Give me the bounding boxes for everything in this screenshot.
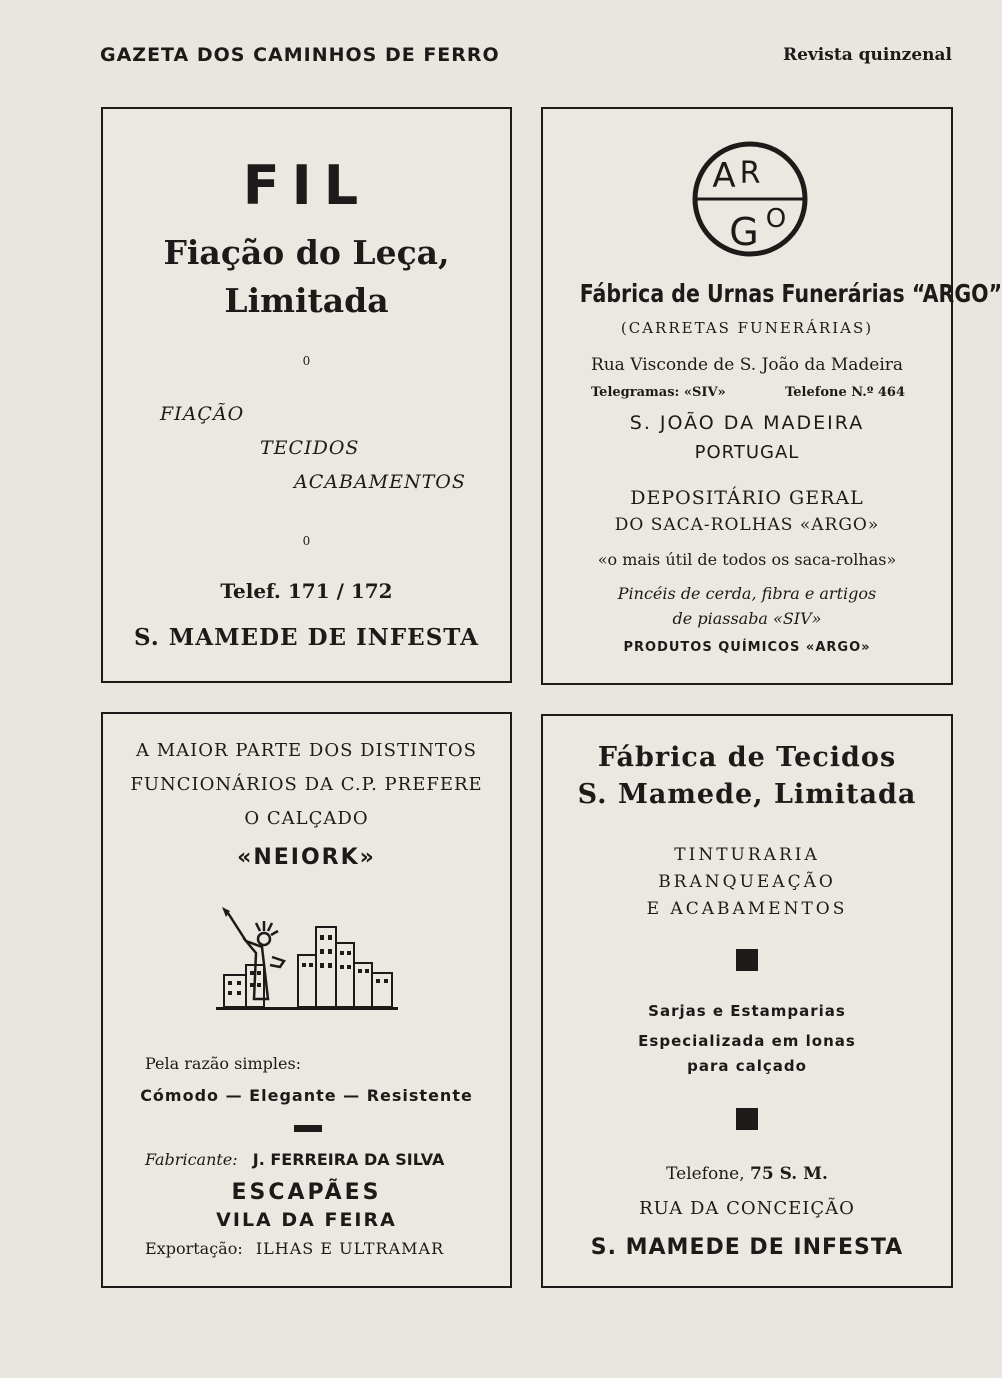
smamede-spec1: Sarjas e Estamparias [648,1002,846,1020]
smamede-spec2: Especializada em lonas [638,1032,856,1050]
service-fiacao: FIAÇÃO [160,403,245,425]
ornament-square [736,949,758,971]
advertisement-argo [541,107,1002,685]
smamede-service3: E ACABAMENTOS [646,899,848,919]
smamede-phone-label: Telefone, [666,1164,745,1184]
neiork-region: VILA DA FEIRA [216,1209,397,1231]
argo-chemicals: PRODUTOS QUÍMICOS «ARGO» [623,640,871,655]
argo-logo [690,139,810,259]
neiork-brand: «NEIORK» [237,845,376,870]
fil-logo: FIL [242,154,371,217]
smamede-title-line2: S. Mamede, Limitada [577,779,917,810]
neiork-maker-name: J. FERREIRA DA SILVA [252,1150,445,1169]
neiork-export-destinations: ILHAS E ULTRAMAR [255,1239,445,1258]
argo-depot-line1: DEPOSITÁRIO GERAL [630,487,864,509]
journal-title: GAZETA DOS CAMINHOS DE FERRO [100,44,500,66]
smamede-phone-row [543,1164,951,1184]
neiork-maker-row [145,1150,444,1169]
argo-logo-mark [690,139,810,259]
argo-phone: Telefone N.º 464 [785,385,905,400]
skyline-image [216,907,398,1012]
fil-company-name-line2: Limitada [224,281,389,320]
neiork-qualities: Cómodo — Elegante — Resistente [140,1086,473,1105]
advertisement-fil [101,107,512,683]
ornament-separator: 0 [302,354,311,368]
neiork-line1: A MAIOR PARTE DOS DISTINTOS [136,740,477,761]
divider-bar [294,1125,322,1132]
ornament-square [736,1108,758,1130]
neiork-export-label: Exportação: [145,1239,243,1258]
argo-subtitle: (CARRETAS FUNERÁRIAS) [620,319,874,337]
smamede-street: RUA DA CONCEIÇÃO [639,1198,855,1219]
advertisement-fabrica-tecidos-smamede [541,714,953,1288]
service-acabamentos: ACABAMENTOS [294,471,466,493]
smamede-city: S. MAMEDE DE INFESTA [590,1235,904,1260]
smamede-phone-number: 75 S. M. [750,1164,828,1184]
smamede-service2: BRANQUEAÇÃO [658,872,836,892]
argo-telegrams: Telegramas: «SIV» [591,385,726,400]
fil-company-name-line1: Fiação do Leça, [163,233,450,272]
page-header [100,40,952,70]
svg-text:G: G [729,210,759,254]
neiork-maker-label: Fabricante: [145,1150,238,1169]
smamede-service1: TINTURARIA [674,845,820,865]
svg-text:A: A [712,156,736,196]
argo-street: Rua Visconde de S. João da Madeira [590,355,904,375]
smamede-title-line1: Fábrica de Tecidos [597,742,897,773]
neiork-line2: FUNCIONÁRIOS DA C.P. PREFERE [130,774,483,795]
neiork-reason: Pela razão simples: [145,1054,302,1073]
statue-of-liberty-skyline-illustration [216,907,398,1012]
advertisement-neiork [101,712,512,1288]
service-tecidos: TECIDOS [260,437,360,459]
smamede-spec3: para calçado [687,1057,807,1075]
argo-city: S. JOÃO DA MADEIRA [629,412,865,434]
fil-phone: Telef. 171 / 172 [220,579,393,603]
neiork-line3: O CALÇADO [244,808,369,829]
argo-brushes-line1: Pincéis de cerda, fibra e artigos [617,584,877,603]
argo-contact-row [591,385,905,400]
neiork-export-row [145,1239,444,1258]
argo-slogan: «o mais útil de todos os saca-rolhas» [597,550,897,569]
neiork-town: ESCAPÃES [231,1180,382,1205]
ornament-separator: 0 [302,534,311,548]
fil-city: S. MAMEDE DE INFESTA [133,624,480,651]
svg-text:O: O [765,204,787,234]
argo-company-title: Fábrica de Urnas Funerárias “ARGO” [579,279,1002,308]
journal-edition: Revista quinzenal [782,45,952,65]
svg-text:R: R [739,156,761,191]
argo-country: PORTUGAL [694,442,800,463]
argo-brushes-line2: de piassaba «SIV» [672,609,822,628]
argo-depot-line2: DO SACA-ROLHAS «ARGO» [614,515,880,535]
